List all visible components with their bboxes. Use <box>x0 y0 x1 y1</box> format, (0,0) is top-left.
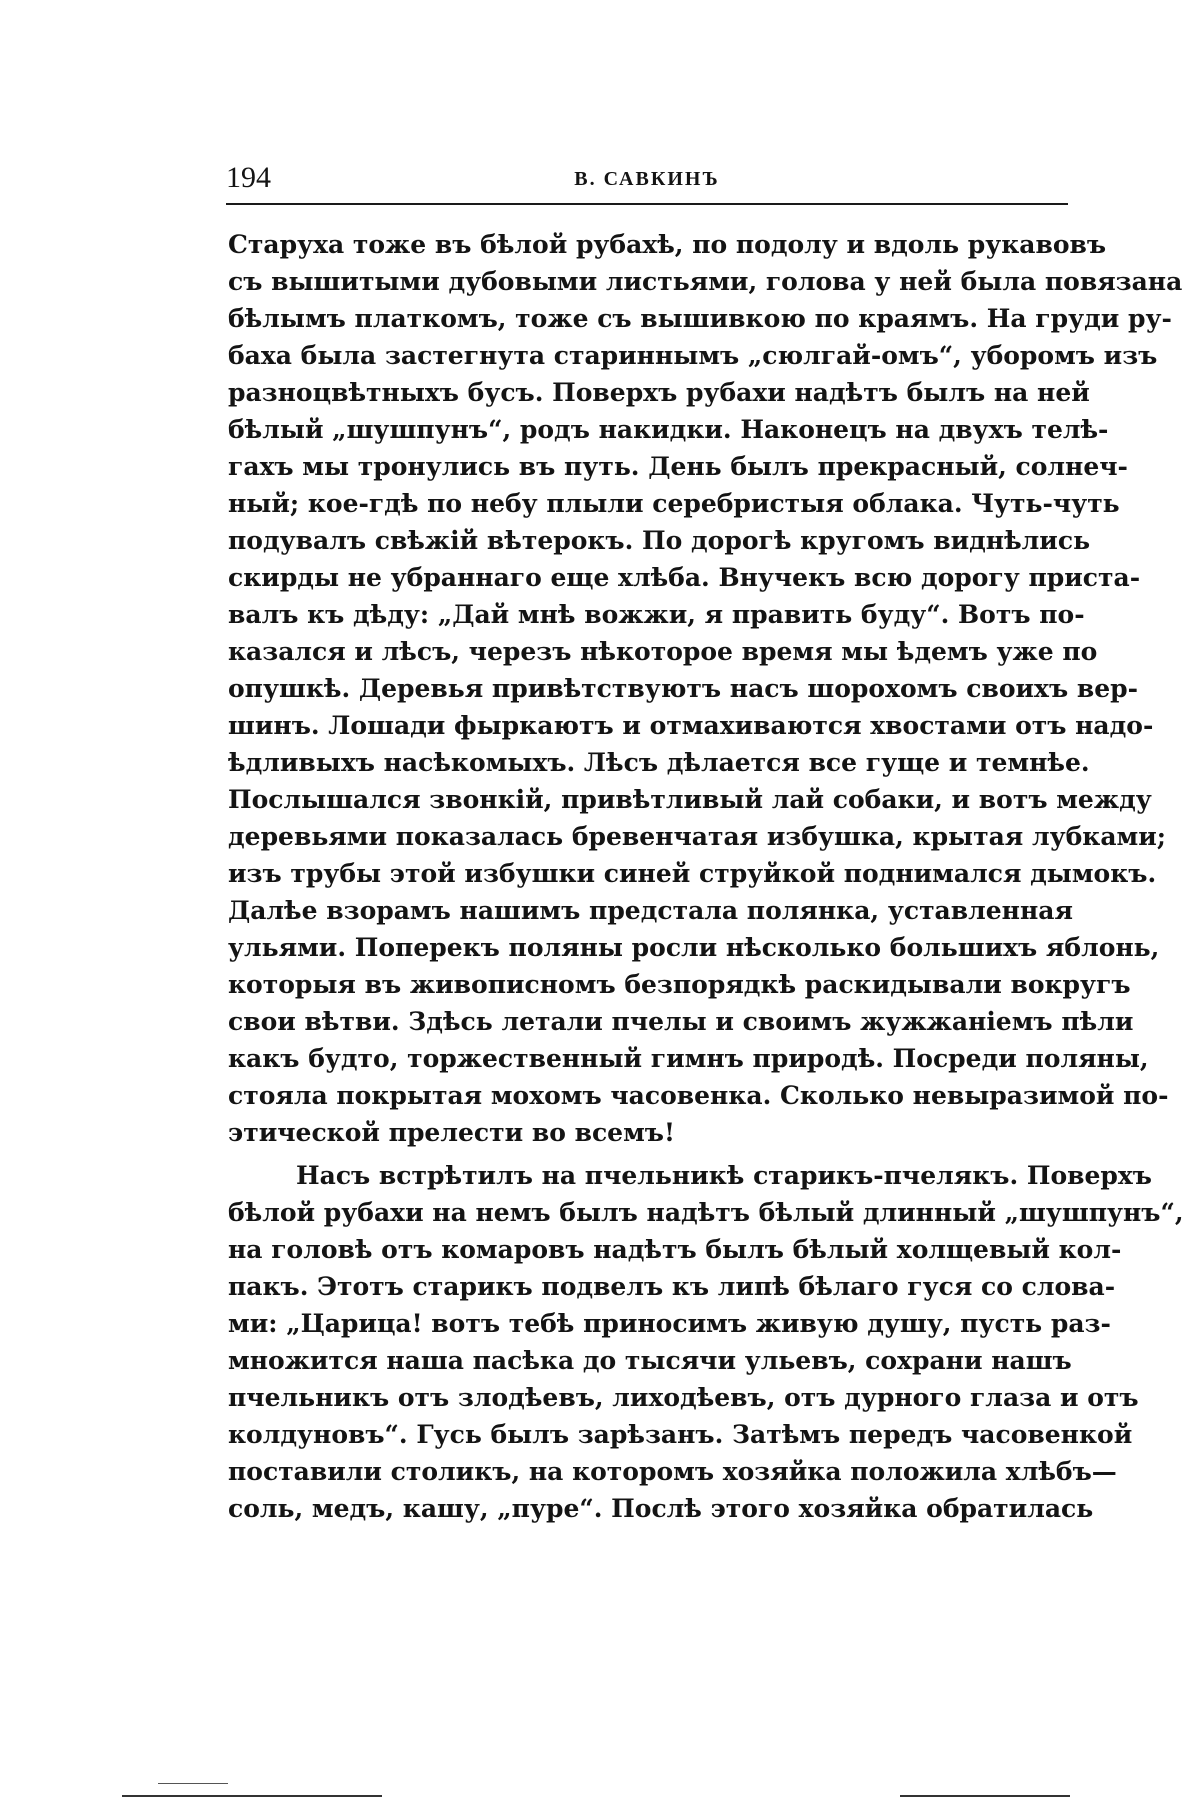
text-line: колдуновъ“. Гусь былъ зарѣзанъ. Затѣмъ передъ часовенкой <box>228 1420 1133 1449</box>
text-line: бѣлый „шушпунъ“, родъ накидки. Наконецъ на двухъ телѣ- <box>228 415 1109 444</box>
footer-rule-short <box>158 1783 228 1784</box>
text-line: какъ будто, торжественный гимнъ природѣ. Посреди поляны, <box>228 1044 1149 1073</box>
paragraph-2 <box>228 1157 1184 1527</box>
footer-rule <box>122 1795 382 1797</box>
text-line: ѣдливыхъ насѣкомыхъ. Лѣсъ дѣлается все гуще и темнѣе. <box>228 748 1090 777</box>
header-rule <box>226 203 1068 205</box>
page-number: 194 <box>226 161 271 194</box>
running-head <box>226 160 1068 200</box>
text-line: Послышался звонкій, привѣтливый лай собаки, и вотъ между <box>228 785 1152 814</box>
text-line: подувалъ свѣжій вѣтерокъ. По дорогѣ кругомъ виднѣлись <box>228 526 1091 555</box>
text-line: валъ къ дѣду: „Дай мнѣ вожжи, я править буду“. Вотъ по- <box>228 600 1085 629</box>
text-line: гахъ мы тронулись въ путь. День былъ прекрасный, солнеч- <box>228 452 1128 481</box>
text-line: баха была застегнута стариннымъ „сюлгай-омъ“, уборомъ изъ <box>228 341 1158 370</box>
text-line: стояла покрытая мохомъ часовенка. Сколько невыразимой по- <box>228 1081 1169 1110</box>
text-line: шинъ. Лошади фыркаютъ и отмахиваются хвостами отъ надо- <box>228 711 1154 740</box>
running-title: В. САВКИНЪ <box>574 168 720 190</box>
text-line: деревьями показалась бревенчатая избушка, крытая лубками; <box>228 822 1167 851</box>
text-line: множится наша пасѣка до тысячи ульевъ, сохрани нашъ <box>228 1346 1072 1375</box>
text-line: опушкѣ. Деревья привѣтствуютъ насъ шорохомъ своихъ вер- <box>228 674 1138 703</box>
paragraph-1 <box>228 226 1183 1151</box>
text-line: ный; кое-гдѣ по небу плыли серебристыя облака. Чуть-чуть <box>228 489 1120 518</box>
text-line: ми: „Царица! вотъ тебѣ приносимъ живую душу, пусть раз- <box>228 1309 1111 1338</box>
text-line: Далѣе взорамъ нашимъ предстала полянка, уставленная <box>228 896 1073 925</box>
text-line: пакъ. Этотъ старикъ подвелъ къ липѣ бѣлаго гуся со слова- <box>228 1272 1116 1301</box>
text-line: изъ трубы этой избушки синей струйкой поднимался дымокъ. <box>228 859 1157 888</box>
text-line: казался и лѣсъ, черезъ нѣкоторое время мы ѣдемъ уже по <box>228 637 1098 666</box>
text-line: скирды не убраннаго еще хлѣба. Внучекъ всю дорогу приста- <box>228 563 1141 592</box>
text-line: поставили столикъ, на которомъ хозяйка положила хлѣбъ— <box>228 1457 1117 1486</box>
text-line: пчельникъ отъ злодѣевъ, лиходѣевъ, отъ дурного глаза и отъ <box>228 1383 1139 1412</box>
text-line: этической прелести во всемъ! <box>228 1118 675 1147</box>
text-line: Насъ встрѣтилъ на пчельникѣ старикъ-пчелякъ. Поверхъ <box>296 1161 1152 1190</box>
text-line: разноцвѣтныхъ бусъ. Поверхъ рубахи надѣтъ былъ на ней <box>228 378 1090 407</box>
text-line: бѣлой рубахи на немъ былъ надѣтъ бѣлый длинный „шушпунъ“, <box>228 1198 1184 1227</box>
text-line: которыя въ живописномъ безпорядкѣ раскидывали вокругъ <box>228 970 1131 999</box>
text-line: на головѣ отъ комаровъ надѣтъ былъ бѣлый холщевый кол- <box>228 1235 1122 1264</box>
text-line: Старуха тоже въ бѣлой рубахѣ, по подолу и вдоль рукавовъ <box>228 230 1107 259</box>
body-text <box>228 226 1184 1527</box>
text-line: бѣлымъ платкомъ, тоже съ вышивкою по краямъ. На груди ру- <box>228 304 1172 333</box>
text-line: соль, медъ, кашу, „пуре“. Послѣ этого хозяйка обратилась <box>228 1494 1094 1523</box>
text-line: свои вѣтви. Здѣсь летали пчелы и своимъ жужжаніемъ пѣли <box>228 1007 1134 1036</box>
text-line: ульями. Поперекъ поляны росли нѣсколько большихъ яблонь, <box>228 933 1160 962</box>
text-line: съ вышитыми дубовыми листьями, голова у ней была повязана <box>228 267 1183 296</box>
footer-rule-right <box>900 1795 1070 1797</box>
